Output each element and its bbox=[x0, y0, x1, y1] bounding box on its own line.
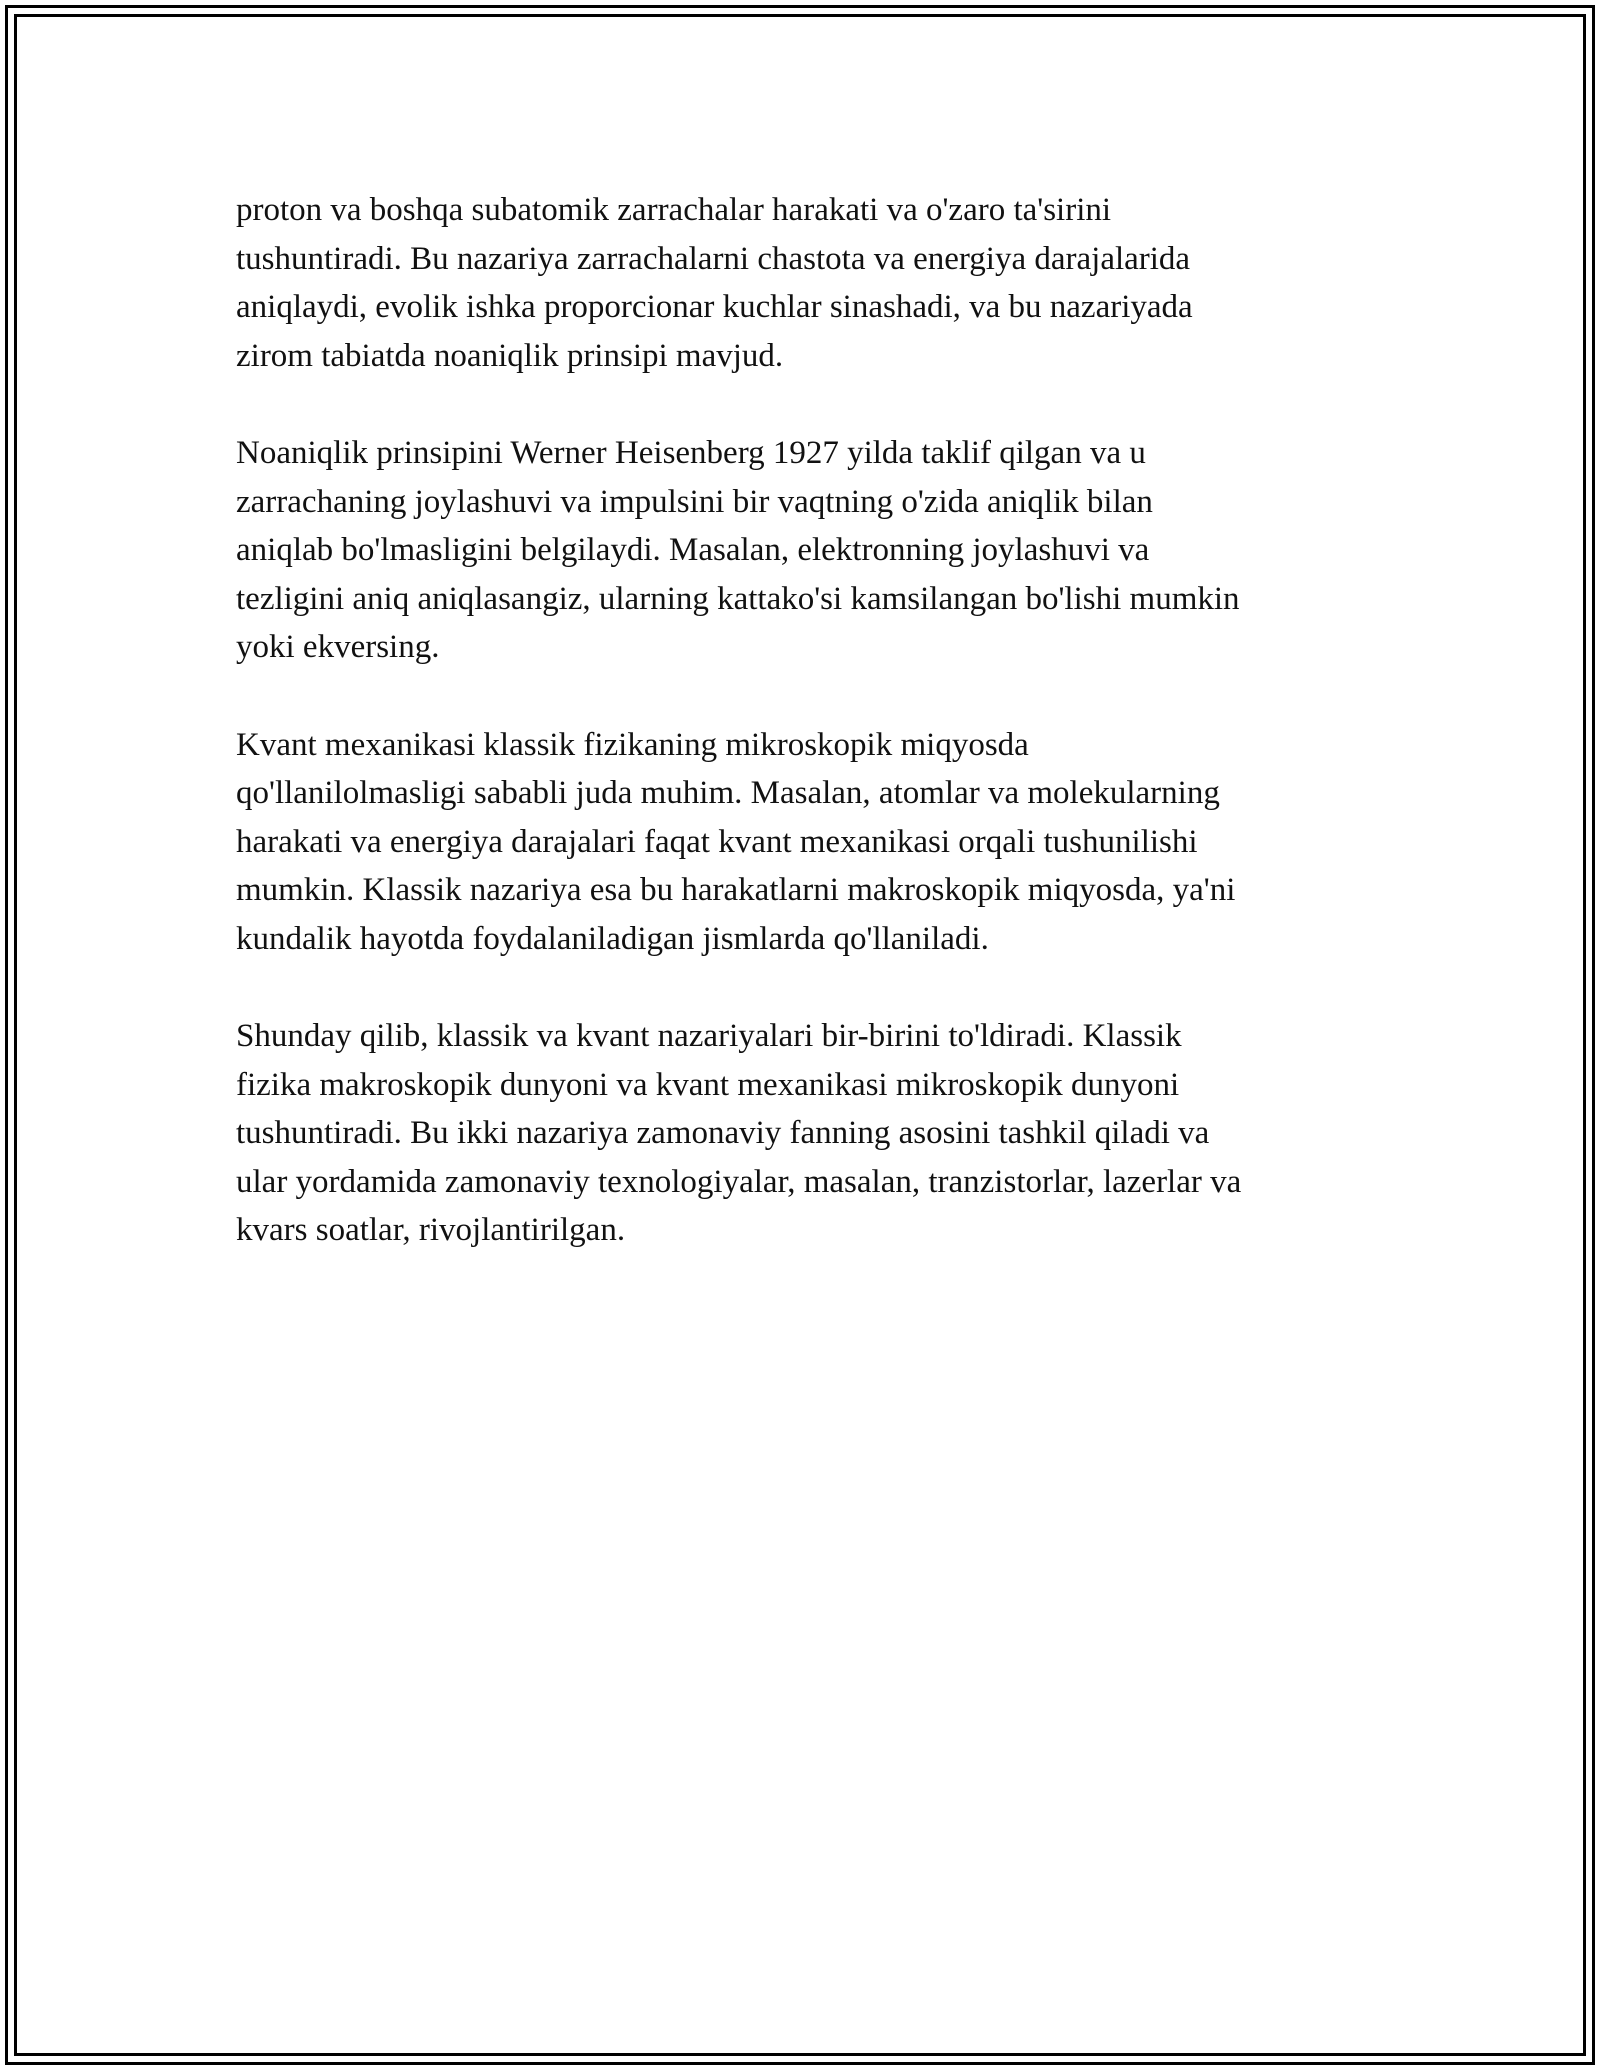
text-line: Shunday qilib, klassik va kvant nazariyalari bir-birini to'ldiradi. Klassik bbox=[236, 1018, 1182, 1054]
text-line: harakati va energiya darajalari faqat kvant mexanikasi orqali tushunilishi bbox=[236, 823, 1198, 860]
text-line: aniqlaydi, evolik ishka proporcionar kuchlar sinashadi, va bu nazariyada bbox=[236, 289, 1193, 325]
text-line: zarrachaning joylashuvi va impulsini bir vaqtning o'zida aniqlik bilan bbox=[236, 483, 1153, 520]
text-line: fizika makroskopik dunyoni va kvant mexanikasi mikroskopik dunyoni bbox=[236, 1066, 1180, 1103]
text-line: zirom tabiatda noaniqlik prinsipi mavjud. bbox=[236, 337, 784, 374]
text-line: tezligini aniq aniqlasangiz, ularning kattako'si kamsilangan bo'lishi mumkin bbox=[236, 580, 1240, 617]
paragraph-3 bbox=[236, 721, 1376, 964]
text-line: Kvant mexanikasi klassik fizikaning mikroskopik miqyosda bbox=[236, 726, 1029, 763]
text-line: qo'llanilolmasligi sababli juda muhim. Masalan, atomlar va molekularning bbox=[236, 775, 1220, 811]
document-body bbox=[236, 186, 1376, 1304]
text-line: ular yordamida zamonaviy texnologiyalar, masalan, tranzistorlar, lazerlar va bbox=[236, 1163, 1242, 1200]
text-line: tushuntiradi. Bu nazariya zarrachalarni chastota va energiya darajalarida bbox=[236, 240, 1191, 277]
text-line: proton va boshqa subatomik zarrachalar harakati va o'zaro ta'sirini bbox=[236, 192, 1112, 228]
text-line: mumkin. Klassik nazariya esa bu harakatlarni makroskopik miqyosda, ya'ni bbox=[236, 872, 1236, 908]
paragraph-1 bbox=[236, 186, 1376, 380]
text-line: tushuntiradi. Bu ikki nazariya zamonaviy fanning asosini tashkil qiladi va bbox=[236, 1115, 1210, 1151]
text-line: kvars soatlar, rivojlantirilgan. bbox=[236, 1212, 626, 1248]
text-line: aniqlab bo'lmasligini belgilaydi. Masalan, elektronning joylashuvi va bbox=[236, 532, 1150, 568]
paragraph-2 bbox=[236, 429, 1376, 672]
text-line: Noaniqlik prinsipini Werner Heisenberg 1927 yilda taklif qilgan va u bbox=[236, 435, 1146, 471]
text-line: yoki ekversing. bbox=[236, 629, 440, 665]
text-line: kundalik hayotda foydalaniladigan jismlarda qo'llaniladi. bbox=[236, 920, 989, 957]
paragraph-4 bbox=[236, 1012, 1376, 1255]
